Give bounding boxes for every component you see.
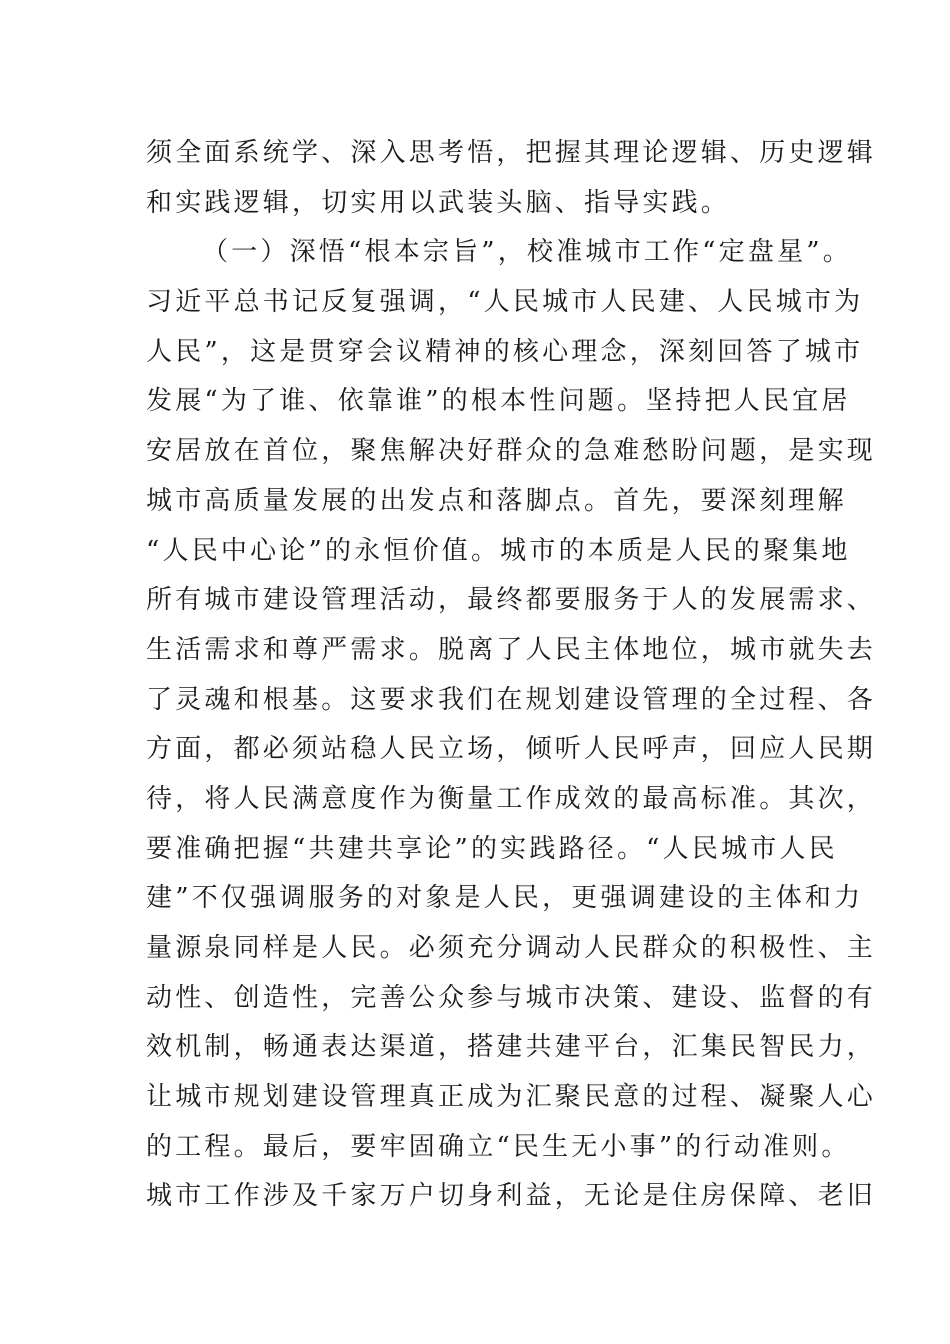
- text-line: 量源泉同样是人民。必须充分调动人民群众的积极性、主: [146, 933, 877, 963]
- text-line: 所有城市建设管理活动，最终都要服务于人的发展需求、: [146, 585, 877, 616]
- text-line: 待，将人民满意度作为衡量工作成效的最高标准。其次，: [146, 783, 877, 814]
- text-line: 习近平总书记反复强调，“人民城市人民建、人民城市为: [146, 287, 864, 318]
- text-line: “人民中心论”的永恒价值。城市的本质是人民的聚集地: [146, 535, 851, 566]
- text-line: 人民”，这是贯穿会议精神的核心理念，深刻回答了城市: [146, 336, 864, 367]
- text-line: 动性、创造性，完善公众参与城市决策、建设、监督的有: [146, 982, 877, 1013]
- text-line: 城市高质量发展的出发点和落脚点。首先，要深刻理解: [146, 485, 847, 516]
- text-line: 和实践逻辑，切实用以武装头脑、指导实践。: [146, 187, 731, 218]
- document-body: [146, 129, 877, 1222]
- text-line: 城市工作涉及千家万户切身利益，无论是住房保障、老旧: [146, 1181, 877, 1212]
- text-line: 效机制，畅通表达渠道，搭建共建平台，汇集民智民力，: [146, 1032, 877, 1063]
- text-line: 生活需求和尊严需求。脱离了人民主体地位，城市就失去: [146, 634, 877, 665]
- text-line: 安居放在首位，聚焦解决好群众的急难愁盼问题，是实现: [146, 436, 877, 467]
- text-line: 发展“为了谁、依靠谁”的根本性问题。坚持把人民宜居: [146, 386, 851, 417]
- text-line: 让城市规划建设管理真正成为汇聚民意的过程、凝聚人心: [146, 1082, 877, 1113]
- section-heading-line: （一）深悟“根本宗旨”，校准城市工作“定盘星”。: [202, 237, 852, 268]
- text-line: 须全面系统学、深入思考悟，把握其理论逻辑、历史逻辑: [146, 138, 877, 168]
- text-line: 了灵魂和根基。这要求我们在规划建设管理的全过程、各: [146, 684, 877, 715]
- text-line: 的工程。最后，要牢固确立“民生无小事”的行动准则。: [146, 1131, 851, 1162]
- text-line: 方面，都必须站稳人民立场，倾听人民呼声，回应人民期: [146, 734, 877, 765]
- text-line: 建”不仅强调服务的对象是人民，更强调建设的主体和力: [146, 883, 864, 914]
- text-line: 要准确把握“共建共享论”的实践路径。“人民城市人民: [146, 833, 838, 864]
